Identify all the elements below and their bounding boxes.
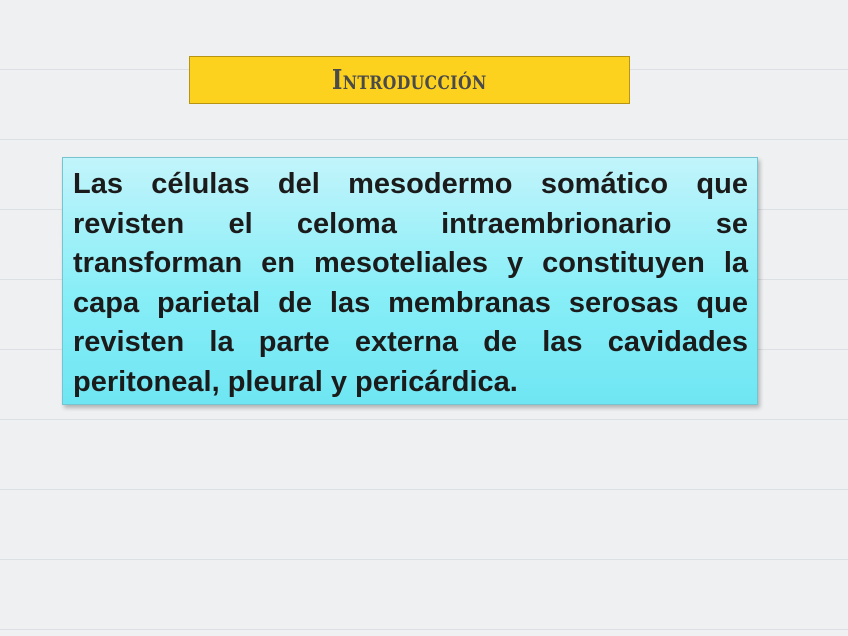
title-banner <box>189 56 630 104</box>
body-paragraph: Las células del mesodermo somático que revisten el celoma intraembrionario se transforman en mesoteliales y constituyen la capa parietal de las membranas serosas que revisten la parte externa de las cavidades peritoneal, pleural y pericárdica. <box>73 168 748 398</box>
slide-title: Introducción <box>332 64 487 96</box>
content-box <box>62 157 758 405</box>
